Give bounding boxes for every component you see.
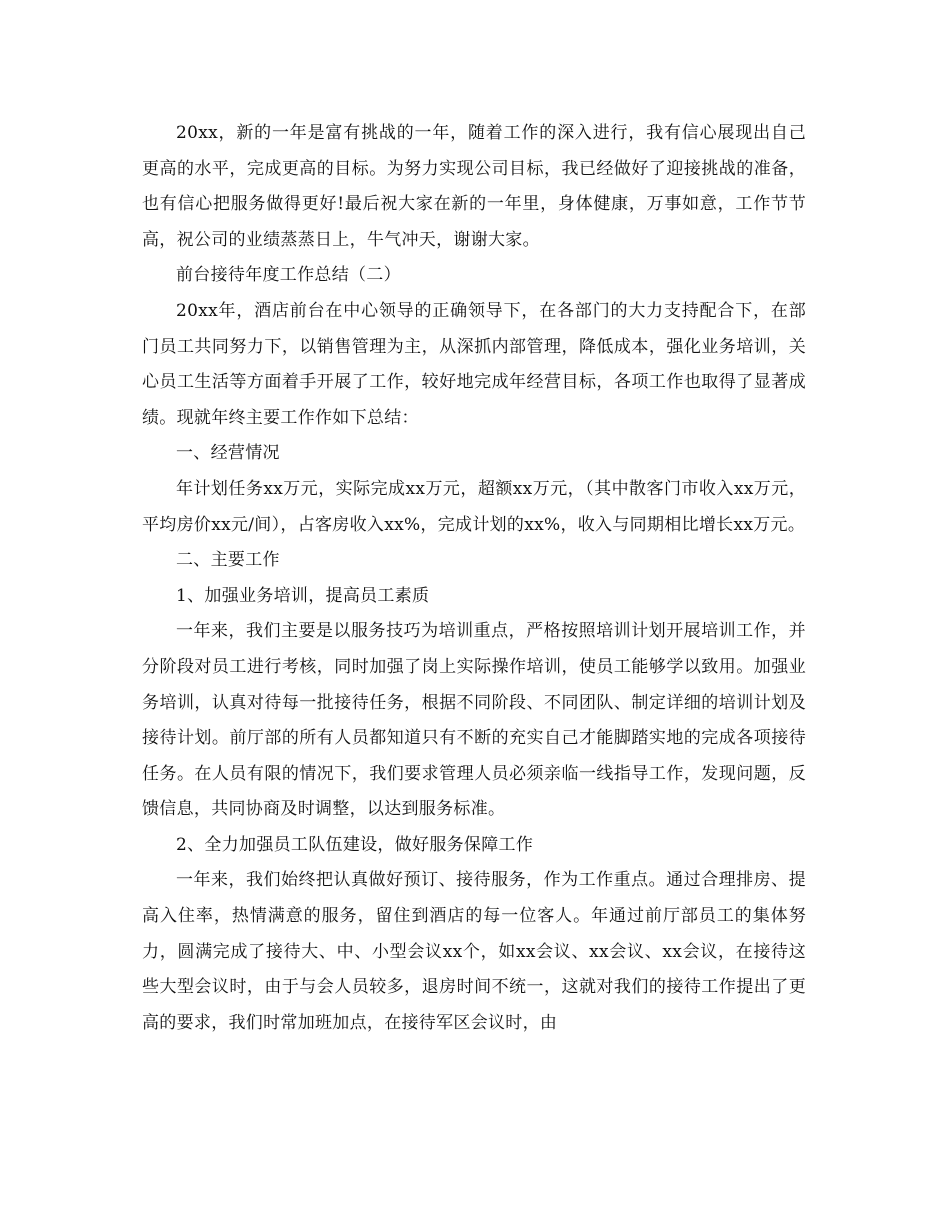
subheading-training: 1、加强业务培训，提高员工素质 [176, 585, 430, 606]
heading-operations: 一、经营情况 [176, 443, 280, 464]
heading-main-work: 二、主要工作 [176, 550, 280, 571]
paragraph-closing-remarks: 20xx，新的一年是富有挑战的一年，随着工作的深入进行，我有信心展现出自己更高的水平，完成更高的目标。为努力实现公司目标，我已经做好了迎接挑战的准备，也有信心把服务做得更好!最后祝大家在新的一年里，身体健康，万事如意，工作节节高，祝公司的业绩蒸蒸日上，牛气冲天，谢谢大家。 [142, 123, 806, 250]
paragraph-training: 一年来，我们主要是以服务技巧为培训重点，严格按照培训计划开展培训工作，并分阶段对员工进行考核，同时加强了岗上实际操作培训，使员工能够学以致用。加强业务培训，认真对待每一批接待任务，根据不同阶段、不同团队、制定详细的培训计划及接待计划。前厅部的所有人员都知道只有不断的充实自己才能脚踏实地的完成各项接待任务。在人员有限的情况下，我们要求管理人员必须亲临一线指导工作，发现问题，反馈信息，共同协商及时调整，以达到服务标准。 [142, 621, 806, 820]
paragraph-operations: 年计划任务xx万元，实际完成xx万元，超额xx万元，（其中散客门市收入xx万元，平均房价xx元/间），占客房收入xx%，完成计划的xx%，收入与同期相比增长xx万元。 [142, 478, 806, 535]
subheading-team-building: 2、全力加强员工队伍建设，做好服务保障工作 [176, 834, 534, 855]
paragraph-team-building: 一年来，我们始终把认真做好预订、接待服务，作为工作重点。通过合理排房、提高入住率，热情满意的服务，留住到酒店的每一位客人。年通过前厅部员工的集体努力，圆满完成了接待大、中、小型会议xx个，如xx会议、xx会议、xx会议，在接待这些大型会议时，由于与会人员较多，退房时间不统一，这就对我们的接待工作提出了更高的要求，我们时常加班加点，在接待军区会议时，由 [142, 870, 806, 1033]
document-body [142, 116, 806, 1041]
section-title-summary-two: 前台接待年度工作总结（二） [176, 265, 401, 286]
paragraph-intro: 20xx年，酒店前台在中心领导的正确领导下，在各部门的大力支持配合下，在部门员工共同努力下，以销售管理为主，从深抓内部管理，降低成本，强化业务培训，关心员工生活等方面着手开展了工作，较好地完成年经营目标，各项工作也取得了显著成绩。现就年终主要工作作如下总结： [142, 300, 806, 428]
